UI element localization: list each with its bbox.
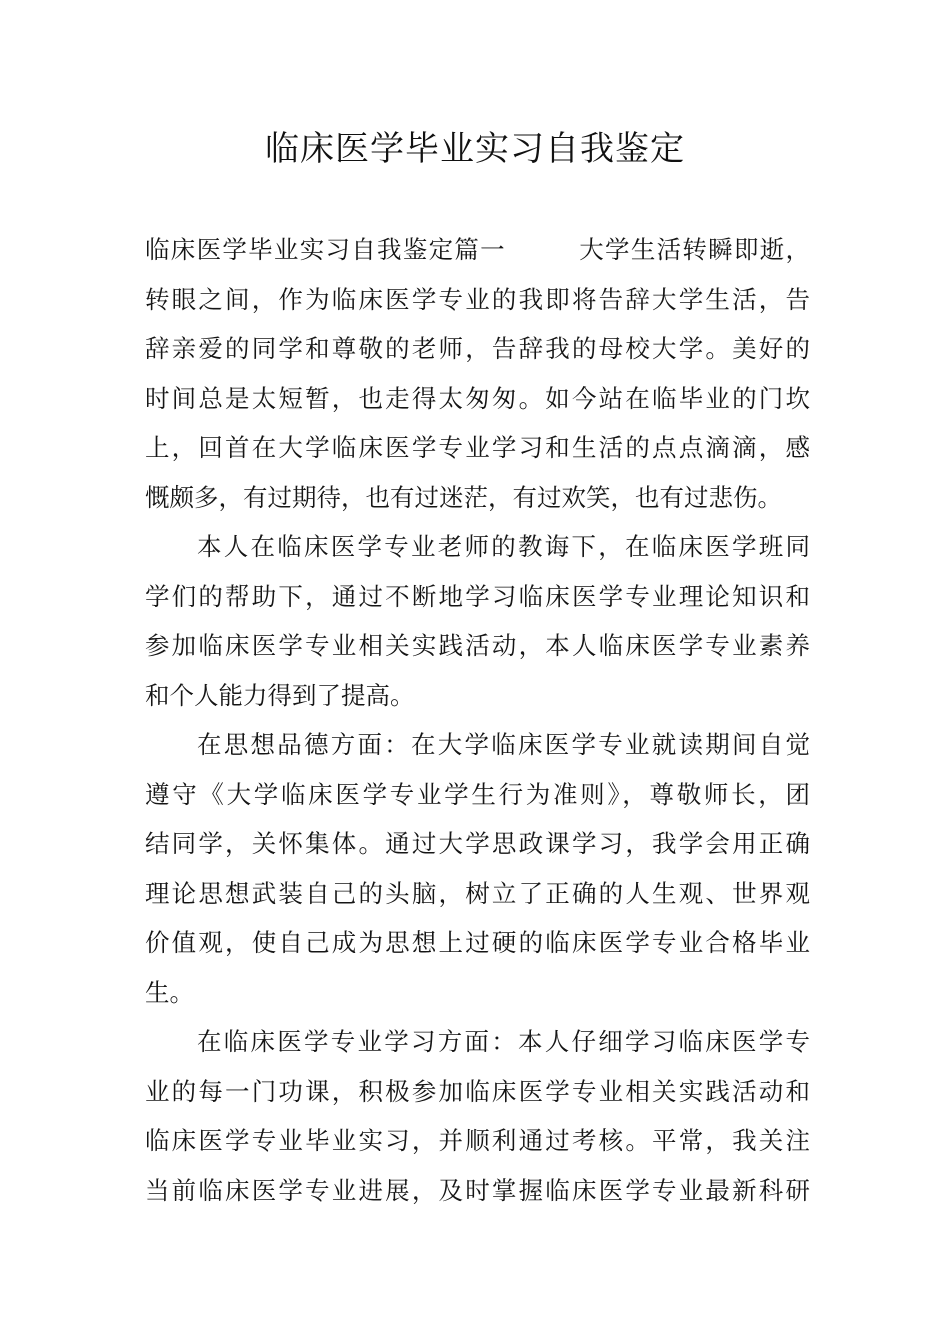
paragraph-3-line-2: 遵守《大学临床医学专业学生行为准则》，尊敬师长，团 [145, 779, 810, 809]
paragraph-3-line-3: 结同学，关怀集体。通过大学思政课学习，我学会用正确 [145, 829, 810, 858]
paragraph-4-line-2: 业的每一门功课，积极参加临床医学专业相关实践活动和 [145, 1076, 810, 1106]
paragraph-2-line-2: 学们的帮助下，通过不断地学习临床医学专业理论知识和 [145, 581, 810, 611]
paragraph-2-line-3: 参加临床医学专业相关实践活动，本人临床医学专业素养 [145, 631, 810, 660]
paragraph-text: 大学生活转瞬即逝， [577, 235, 811, 264]
paragraph-1-line-6: 慨颇多，有过期待，也有过迷茫，有过欢笑，也有过悲伤。 [145, 482, 782, 512]
paragraph-3-line-5: 价值观，使自己成为思想上过硬的临床医学专业合格毕业 [145, 928, 810, 957]
paragraph-1-line-2: 转眼之间，作为临床医学专业的我即将告辞大学生活，告 [145, 284, 810, 314]
paragraph-3-line-1: 在思想品德方面：在大学临床医学专业就读期间自觉 [197, 730, 810, 759]
paragraph-1-line-5: 上，回首在大学临床医学专业学习和生活的点点滴滴，感 [145, 433, 810, 462]
paragraph-4-line-4: 当前临床医学专业进展，及时掌握临床医学专业最新科研 [145, 1175, 810, 1205]
paragraph-3-line-4: 理论思想武装自己的头脑，树立了正确的人生观、世界观 [145, 878, 810, 908]
paragraph-1-line-1 [145, 225, 810, 275]
paragraph-4-line-3: 临床医学专业毕业实习，并顺利通过考核。平常，我关注 [145, 1126, 810, 1155]
section-heading: 临床医学毕业实习自我鉴定篇一 [145, 235, 506, 264]
paragraph-1-line-4: 时间总是太短暂，也走得太匆匆。如今站在临毕业的门坎 [145, 383, 810, 413]
document-body [145, 225, 810, 1215]
paragraph-3-line-6: 生。 [145, 977, 194, 1007]
paragraph-2-line-4: 和个人能力得到了提高。 [145, 680, 415, 710]
paragraph-4-line-1: 在临床医学专业学习方面：本人仔细学习临床医学专 [197, 1027, 810, 1056]
document-title: 临床医学毕业实习自我鉴定 [265, 129, 685, 169]
paragraph-1-line-3: 辞亲爱的同学和尊敬的老师，告辞我的母校大学。美好的 [145, 334, 810, 363]
paragraph-2-line-1: 本人在临床医学专业老师的教诲下，在临床医学班同 [197, 532, 810, 561]
